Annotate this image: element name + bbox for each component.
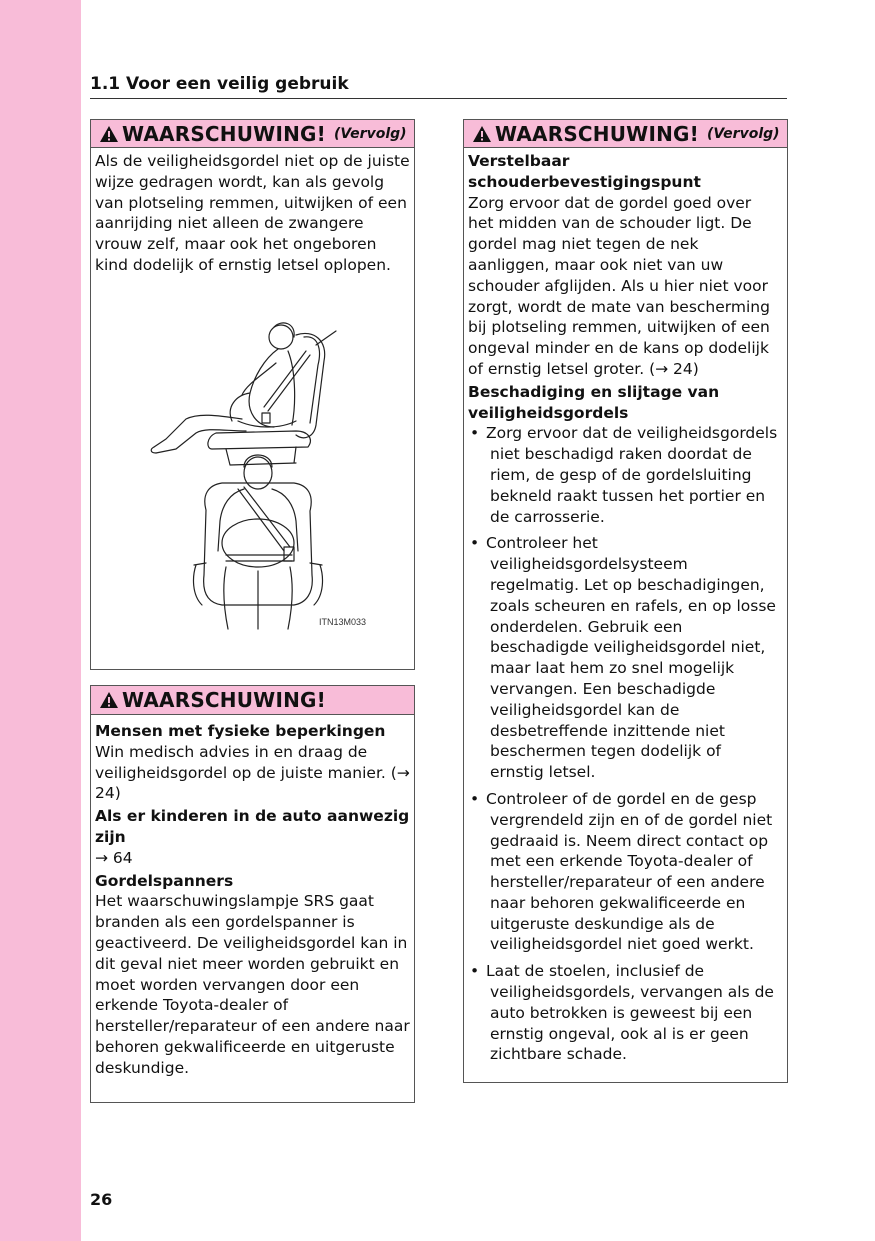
list-item — [468, 961, 779, 1065]
list-item-text: Laat de stoelen, inclusief de veiligheidsgordels, vervangen als de auto betrokken is geweest bij een ernstig ongeval, ook al is er geen zichtbare schade. — [486, 962, 774, 1064]
continued-label: (Vervolg) — [706, 125, 780, 142]
list-item — [468, 533, 779, 783]
warning-triangle-icon — [99, 691, 119, 709]
section-heading: Gordelspanners — [95, 871, 234, 890]
bullet-list — [468, 423, 779, 1065]
warning-box-pregnant — [90, 119, 415, 670]
section-heading: Mensen met fysieke beperkingen — [95, 722, 386, 740]
warning-triangle-icon — [472, 125, 492, 143]
section-heading: Als er kinderen in de auto aanwezig zijn — [95, 807, 410, 846]
page-number: 26 — [90, 1190, 113, 1209]
list-item-text: Zorg ervoor dat de veiligheidsgordels niet beschadigd raken doordat de riem, de gesp of de gordelsluiting bekneld raakt tussen het portier en de carrosserie. — [486, 424, 778, 526]
bullet-marker: • — [470, 424, 480, 443]
pregnant-seatbelt-illustration — [146, 315, 361, 635]
section-text: Het waarschuwingslampje SRS gaat branden als een gordelspanner is geactiveerd. De veiligheidsgordel kan in dit geval niet meer worden gebruikt en moet worden vervangen door een erkende Toyota-dealer of hersteller/reparateur of een andere naar behoren gekwalificeerde en uitgeruste deskundige. — [95, 892, 410, 1077]
section-text: Win medisch advies in en draag de veiligheidsgordel op de juiste manier. (→ 24) — [95, 742, 410, 803]
warning-body — [91, 715, 414, 1085]
warning-title: WAARSCHUWING! — [122, 121, 326, 146]
section-text: → 64 — [95, 848, 133, 867]
section-text: Zorg ervoor dat de gordel goed over het midden van de schouder ligt. De gordel mag niet tegen de nek aanliggen, maar ook niet van uw schouder afglijden. Als u hier niet voor zorgt, wordt de mate van bescherming bij plotseling remmen, uitwijken of een ongeval minder en de kans op dodelijk of ernstig letsel groter. (→ 24) — [468, 193, 770, 378]
warning-box-special-cases — [90, 685, 415, 1103]
list-item-text: Controleer of de gordel en de gesp vergrendeld zijn en of de gordel niet gedraaid is. Neem direct contact op met een erkende Toyota-dealer of hersteller/reparateur of een andere naar behoren gekwalificeerde en uitgeruste deskundige als de veiligheidsgordel niet goed werkt. — [486, 789, 773, 954]
warning-text: Als de veiligheidsgordel niet op de juiste wijze gedragen wordt, kan als gevolg van plotseling remmen, uitwijken of een aanrijding niet alleen de zwangere vrouw zelf, maar ook het ongeboren kind dodelijk of ernstig letsel oplopen. — [95, 152, 410, 274]
figure-code: ITN13M033 — [319, 617, 367, 627]
list-item — [468, 423, 779, 527]
warning-triangle-icon — [99, 125, 119, 143]
continued-label: (Vervolg) — [333, 125, 407, 142]
warning-title-bar — [464, 120, 787, 148]
bullet-marker: • — [470, 962, 480, 981]
warning-title-bar — [91, 686, 414, 715]
warning-box-seatbelt-care — [463, 119, 788, 1083]
warning-title: WAARSCHUWING! — [495, 121, 699, 146]
section-heading: Beschadiging en slijtage van veiligheidsgordels — [468, 382, 720, 422]
list-item — [468, 789, 779, 955]
bullet-marker: • — [470, 789, 480, 808]
warning-body — [91, 148, 414, 280]
section-header: 1.1 Voor een veilig gebruik — [90, 72, 787, 99]
side-color-strip — [0, 0, 81, 1241]
warning-title-bar — [91, 120, 414, 148]
section-heading: Verstelbaar schouderbevestigingspunt — [468, 152, 701, 191]
warning-title: WAARSCHUWING! — [122, 688, 326, 712]
bullet-marker: • — [470, 534, 480, 553]
warning-body — [464, 148, 787, 1075]
list-item-text: Controleer het veiligheidsgordelsysteem regelmatig. Let op beschadigingen, zoals scheuren en rafels, en op losse onderdelen. Gebruik een beschadigde veiligheidsgordel niet, maar laat hem zo snel mogelijk vervangen. Een beschadigde veiligheidsgordel kan de desbetreffende inzittende niet beschermen tegen dodelijk of ernstig letsel. — [486, 534, 776, 782]
